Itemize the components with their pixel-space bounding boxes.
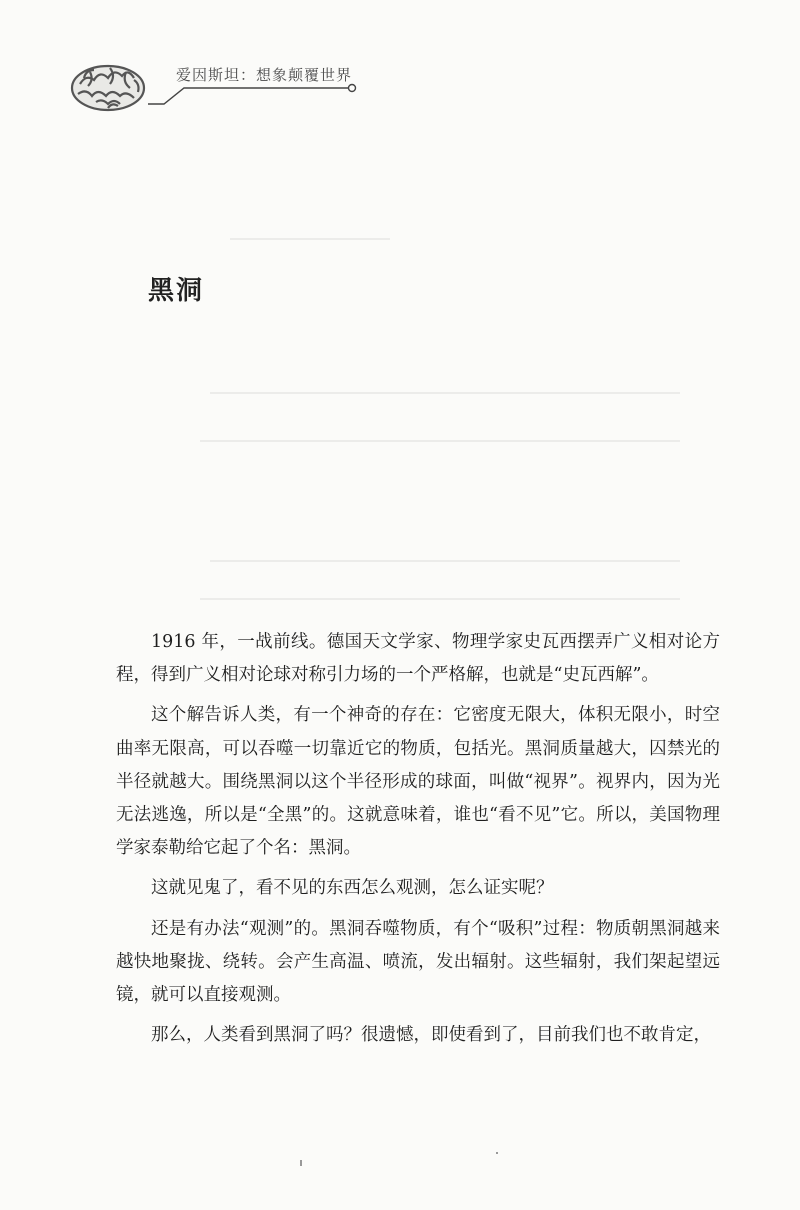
paragraph: 1916 年，一战前线。德国天文学家、物理学家史瓦西摆弄广义相对论方程，得到广义相对论球对称引力场的一个严格解，也就是“史瓦西解”。 bbox=[116, 632, 720, 686]
bleed-through-line bbox=[210, 392, 680, 394]
page-header bbox=[60, 50, 380, 120]
paragraph: 这个解告诉人类，有一个神奇的存在：它密度无限大，体积无限小，时空曲率无限高，可以吞噬一切靠近它的物质，包括光。黑洞质量越大，囚禁光的半径就越大。围绕黑洞以这个半径形成的球面，叫做“视界”。视界内，因为光无法逃逸，所以是“全黑”的。这就意味着，谁也“看不见”它。所以，美国物理学家泰勒给它起了个名：黑洞。 bbox=[116, 705, 720, 859]
bleed-through-line bbox=[210, 560, 680, 562]
scan-speck bbox=[300, 1160, 302, 1166]
bleed-through-line bbox=[200, 598, 680, 600]
paragraph: 还是有办法“观测”的。黑洞吞噬物质，有个“吸积”过程：物质朝黑洞越来越快地聚拢、绕转。会产生高温、喷流，发出辐射。这些辐射，我们架起望远镜，就可以直接观测。 bbox=[116, 918, 720, 1006]
bleed-through-line bbox=[230, 238, 390, 240]
book-title: 爱因斯坦：想象颠覆世界 bbox=[176, 66, 353, 84]
body-text bbox=[116, 626, 720, 1059]
paragraph: 那么，人类看到黑洞了吗？很遗憾，即使看到了，目前我们也不敢肯定， bbox=[151, 1025, 711, 1046]
brain-icon bbox=[60, 50, 380, 120]
bleed-through-line bbox=[200, 440, 680, 442]
paragraph: 这就见鬼了，看不见的东西怎么观测，怎么证实呢？ bbox=[151, 878, 554, 899]
chapter-title: 黑洞 bbox=[148, 276, 205, 306]
scan-speck bbox=[496, 1152, 498, 1154]
